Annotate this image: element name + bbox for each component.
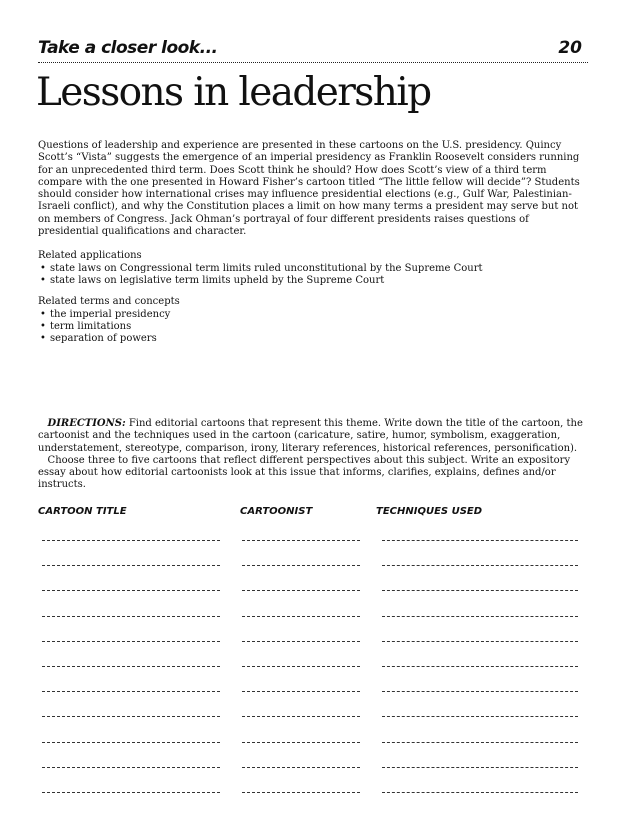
cartoonist-line[interactable] <box>242 565 360 566</box>
cartoonist-line[interactable] <box>242 641 360 642</box>
cartoonist-line[interactable] <box>242 666 360 667</box>
list-item: • the imperial presidency <box>38 309 590 321</box>
directions-paragraph-2 <box>38 455 586 492</box>
column-header-cartoon-title: CARTOON TITLE <box>38 506 127 517</box>
page-header <box>38 38 588 63</box>
cartoon-title-line[interactable] <box>42 666 220 667</box>
directions-section <box>38 418 586 492</box>
techniques-line[interactable] <box>382 641 578 642</box>
cartoonist-line[interactable] <box>242 767 360 768</box>
cartoon-title-line[interactable] <box>42 792 220 793</box>
cartoonist-line[interactable] <box>242 792 360 793</box>
related-applications-label: Related applications <box>38 250 142 262</box>
cartoonist-line[interactable] <box>242 540 360 541</box>
cartoon-title-line[interactable] <box>42 565 220 566</box>
techniques-line[interactable] <box>382 716 578 717</box>
cartoon-title-line[interactable] <box>42 767 220 768</box>
related-terms-label: Related terms and concepts <box>38 296 180 308</box>
list-item: • state laws on Congressional term limits ruled unconstitutional by the Supreme Court <box>38 263 590 275</box>
techniques-line[interactable] <box>382 616 578 617</box>
column-header-cartoonist: CARTOONIST <box>240 506 313 517</box>
techniques-line[interactable] <box>382 666 578 667</box>
techniques-line[interactable] <box>382 792 578 793</box>
column-header-techniques: TECHNIQUES USED <box>376 506 483 517</box>
directions-lead: DIRECTIONS: <box>47 418 126 429</box>
techniques-line[interactable] <box>382 540 578 541</box>
intro-paragraph: Questions of leadership and experience are presented in these cartoons on the U.S. presidency. Quincy Scott’s “Vista” suggests the emergence of an imperial presidency as Franklin Roosevelt considers running for an unprecedented third term. Does Scott think he should? How does Scott’s view of a third term compare with the one presented in Howard Fisher’s cartoon titled “The little fellow will decide”? Students should consider how international crises may influence presidential elections (e.g., Gulf War, Palestinian-Israeli conflict), and why the Constitution places a limit on how many terms a president may serve but not on members of Congress. Jack Ohman’s portrayal of four different presidents raises questions of presidential qualifications and character. <box>38 140 580 238</box>
page-number: 20 <box>558 38 582 58</box>
related-applications-list <box>38 263 590 288</box>
cartoon-title-line[interactable] <box>42 590 220 591</box>
cartoon-title-line[interactable] <box>42 540 220 541</box>
directions-paragraph <box>38 418 586 455</box>
list-item: • term limitations <box>38 321 590 333</box>
list-item: • state laws on legislative term limits upheld by the Supreme Court <box>38 275 590 287</box>
cartoon-title-line[interactable] <box>42 716 220 717</box>
cartoonist-line[interactable] <box>242 742 360 743</box>
directions-text-2: Choose three to five cartoons that reflect different perspectives about this subject. Write an expository essay about how editorial cartoonists look at this issue that informs, clarifies, explains, defines and/or instructs. <box>38 454 571 491</box>
directions-text: Find editorial cartoons that represent this theme. Write down the title of the cartoon, the cartoonist and the techniques used in the cartoon (caricature, satire, humor, symbolism, exaggeration, understatement, stereotype, comparison, irony, literary references, historical references, personification). <box>38 418 583 454</box>
intro-section <box>38 140 590 345</box>
cartoon-title-line[interactable] <box>42 616 220 617</box>
techniques-line[interactable] <box>382 691 578 692</box>
techniques-line[interactable] <box>382 767 578 768</box>
list-item: • separation of powers <box>38 333 590 345</box>
cartoonist-line[interactable] <box>242 616 360 617</box>
section-title: Take a closer look... <box>38 38 218 58</box>
cartoon-title-line[interactable] <box>42 641 220 642</box>
cartoon-title-line[interactable] <box>42 691 220 692</box>
cartoonist-line[interactable] <box>242 691 360 692</box>
cartoonist-line[interactable] <box>242 590 360 591</box>
techniques-line[interactable] <box>382 565 578 566</box>
cartoonist-line[interactable] <box>242 716 360 717</box>
cartoon-title-line[interactable] <box>42 742 220 743</box>
related-terms-list <box>38 309 590 346</box>
page-title: Lessons in leadership <box>36 70 431 115</box>
techniques-line[interactable] <box>382 742 578 743</box>
techniques-line[interactable] <box>382 590 578 591</box>
